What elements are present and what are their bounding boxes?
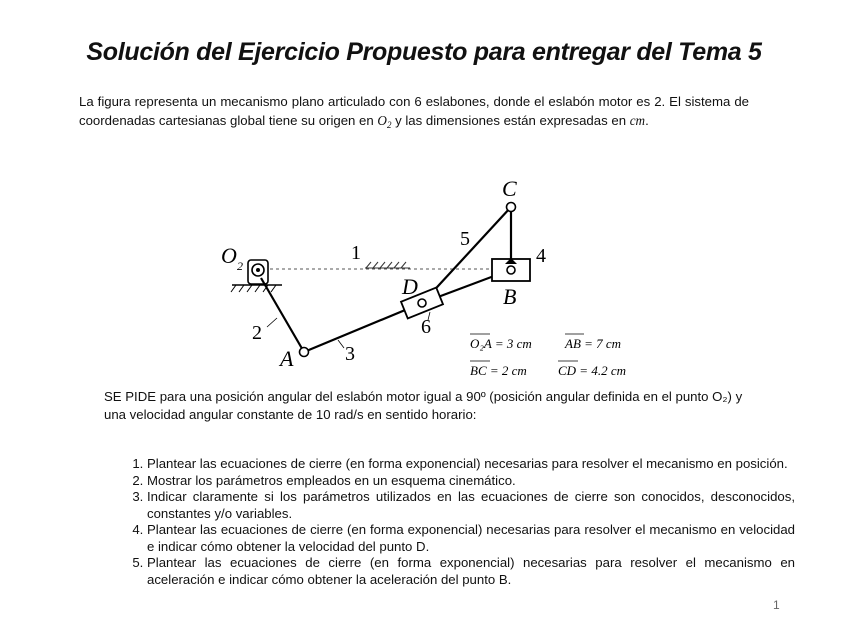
joint-b	[507, 266, 515, 274]
leader-2	[267, 318, 277, 327]
link-2	[261, 278, 304, 352]
list-item: 1. Plantear las ecuaciones de cierre (en forma exponencial) necesarias para resolver el mecanismo en posición.	[147, 456, 795, 473]
label-o: O	[221, 243, 237, 268]
page-number: 1	[773, 598, 780, 612]
pide-paragraph: SE PIDE para una posición angular del eslabón motor igual a 90º (posición angular definida en el punto O₂) y una velocidad angular constante de 10 rad/s en sentido horario:	[104, 389, 743, 422]
list-item: 2. Mostrar los parámetros empleados en un esquema cinemático.	[147, 473, 795, 490]
joint-a	[300, 348, 309, 357]
label-link-3: 3	[345, 343, 355, 365]
dim-o2a: O₂A = 3 cm	[470, 336, 532, 351]
intro-end: .	[645, 113, 649, 128]
label-o-sub: 2	[237, 259, 243, 273]
label-link-1: 1	[351, 242, 361, 264]
list-item: 3. Indicar claramente si los parámetros utilizados en las ecuaciones de cierre son conocidos, desconocidos, constantes y/o variables.	[147, 489, 795, 522]
ground-hatch	[365, 262, 410, 268]
list-item: 5. Plantear las ecuaciones de cierre (en forma exponencial) necesarias para resolver el mecanismo en aceleración e indicar cómo obtener la aceleración del punto B.	[147, 555, 795, 588]
joint-c	[507, 203, 516, 212]
unit-symbol: cm	[629, 113, 646, 128]
joint-d	[418, 299, 426, 307]
intro-text-2: y las dimensiones están expresadas en	[395, 113, 627, 128]
label-link-6: 6	[421, 316, 431, 338]
label-link-2: 2	[252, 322, 262, 344]
label-d: D	[402, 274, 418, 299]
page-title: Solución del Ejercicio Propuesto para entregar del Tema 5	[86, 38, 762, 66]
label-b: B	[503, 284, 517, 309]
origin-symbol: O	[377, 113, 387, 128]
label-a: A	[280, 346, 294, 371]
dim-bc: BC = 2 cm	[470, 363, 527, 378]
intro-text-1: La figura representa un mecanismo plano articulado con 6 eslabones, donde el eslabón motor es 2. El sistema de coordenadas cartesianas global tiene su origen en	[79, 94, 749, 128]
label-link-5: 5	[460, 228, 470, 250]
list-item: 4. Plantear las ecuaciones de cierre (en forma exponencial) necesarias para resolver el mecanismo en velocidad e indicar cómo obtener la velocidad del punto D.	[147, 522, 795, 555]
leader-3	[338, 340, 344, 348]
label-c: C	[502, 176, 517, 201]
task-list	[104, 456, 795, 588]
dim-ab: AB = 7 cm	[565, 336, 622, 351]
label-link-4: 4	[536, 245, 546, 267]
origin-subscript: 2	[386, 120, 392, 130]
dim-cd: CD = 4.2 cm	[558, 363, 626, 378]
